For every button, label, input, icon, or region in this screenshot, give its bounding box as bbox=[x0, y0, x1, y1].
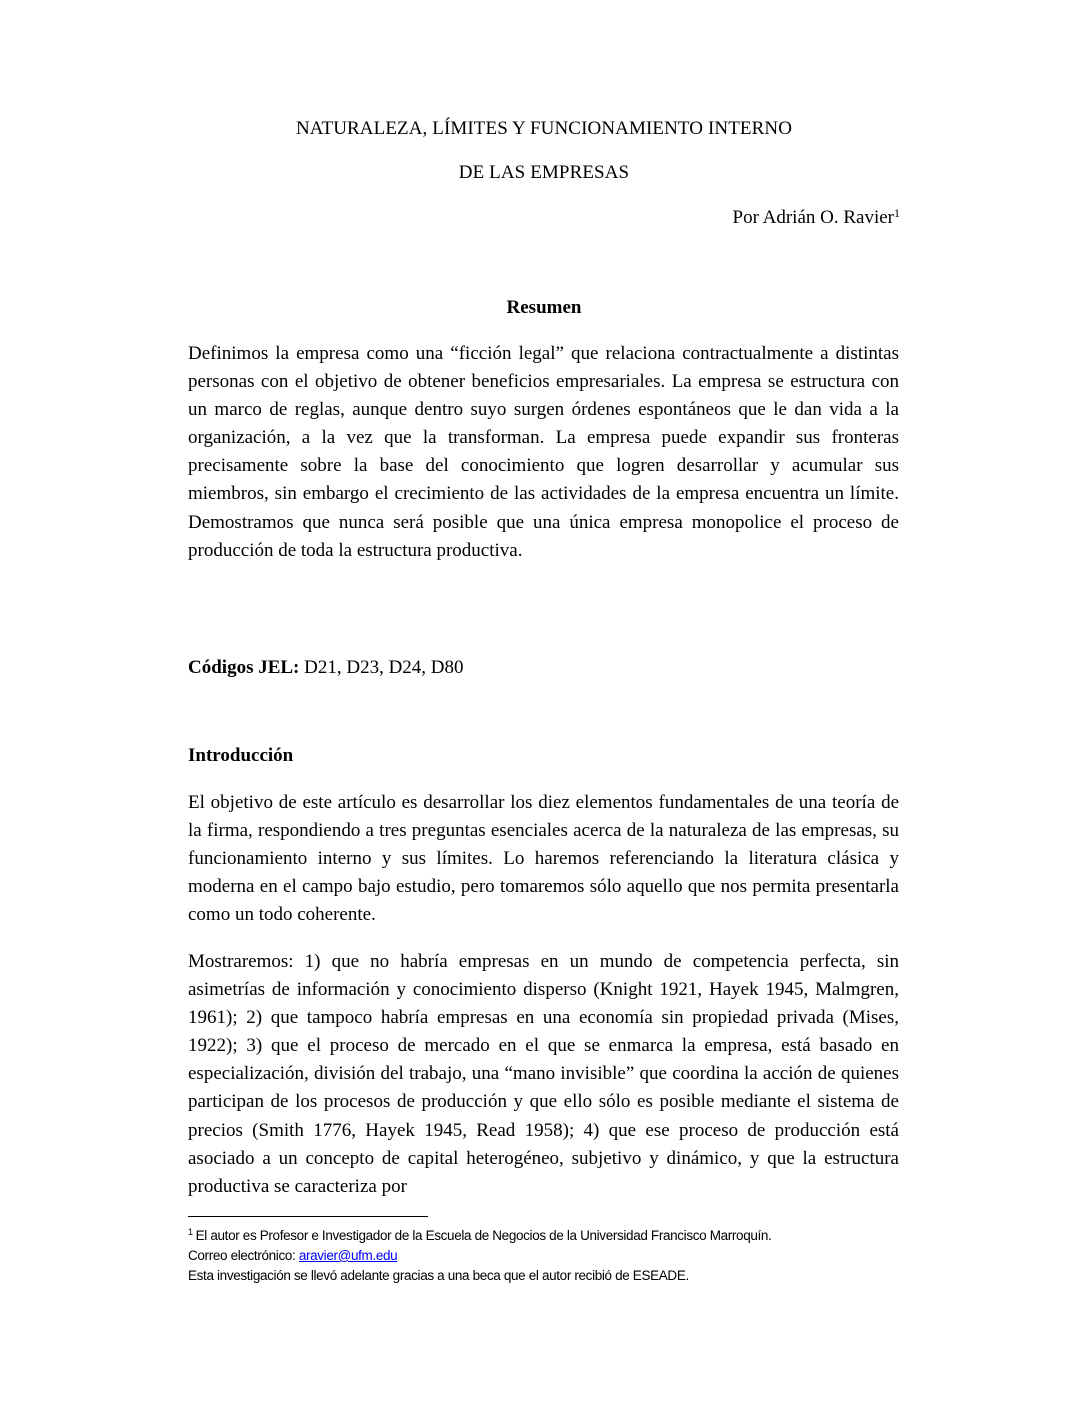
jel-codes bbox=[188, 657, 464, 679]
introduction-heading: Introducción bbox=[188, 745, 294, 766]
footnote-email-label: Correo electrónico: bbox=[188, 1248, 299, 1263]
footnote-affiliation bbox=[188, 1226, 908, 1246]
introduction-paragraph-1: El objetivo de este artículo es desarrollar los diez elementos fundamentales de una teoría de la firma, respondiendo a tres preguntas esenciales acerca de la naturaleza de las empresas, su funcionamiento interno y sus límites. Lo haremos referenciando la literatura clásica y moderna en el campo bajo estudio, pero tomaremos sólo aquello que nos permita presentarla como un todo coherente. bbox=[188, 792, 899, 926]
footnote-affiliation-text: El autor es Profesor e Investigador de la Escuela de Negocios de la Universidad Francisco Marroquín. bbox=[195, 1228, 772, 1243]
footnote-email-line bbox=[188, 1246, 908, 1266]
abstract-heading: Resumen bbox=[506, 297, 582, 318]
author-byline bbox=[733, 207, 900, 229]
footnote-separator bbox=[188, 1216, 428, 1217]
title-line-2: DE LAS EMPRESAS bbox=[458, 162, 630, 183]
abstract-text: Definimos la empresa como una “ficción legal” que relaciona contractualmente a distintas personas con el objetivo de obtener beneficios empresariales. La empresa se estructura con un marco de reglas, aunque dentro suyo surgen órdenes espontáneos que le dan vida a la organización, a la vez que la transforman. La empresa puede expandir sus fronteras precisamente sobre la base del conocimiento que logren desarrollar y acumular sus miembros, sin embargo el crecimiento de las actividades de la empresa encuentra un límite. Demostramos que nunca será posible que una única empresa monopolice el proceso de producción de toda la estructura productiva. bbox=[188, 343, 899, 561]
author-email-link[interactable]: aravier@ufm.edu bbox=[298, 1248, 398, 1263]
footnote-mark: 1 bbox=[188, 1227, 193, 1237]
footnote-funding: Esta investigación se llevó adelante gracias a una beca que el autor recibió de ESEADE. bbox=[188, 1268, 689, 1283]
author-footnote-mark[interactable]: 1 bbox=[894, 206, 900, 220]
jel-label: Códigos JEL: bbox=[188, 657, 300, 678]
jel-code-list: D21, D23, D24, D80 bbox=[299, 657, 464, 678]
author-name: Por Adrián O. Ravier bbox=[732, 207, 894, 228]
introduction-paragraph-2: Mostraremos: 1) que no habría empresas en un mundo de competencia perfecta, sin asimetrías de información y conocimiento disperso (Knight 1921, Hayek 1945, Malmgren, 1961); 2) que tampoco habría empresas en una economía sin propiedad privada (Mises, 1922); 3) que el proceso de mercado en el que se enmarca la empresa, está basado en especialización, división del trabajo, una “mano invisible” que coordina la acción de quienes participan de los procesos de producción y que ello sólo es posible mediante el sistema de precios (Smith 1776, Hayek 1945, Read 1958); 4) que ese proceso de producción está asociado a un concepto de capital heterogéneo, subjetivo y dinámico, y que la estructura productiva se caracteriza por bbox=[188, 951, 899, 1197]
title-line-1: NATURALEZA, LÍMITES Y FUNCIONAMIENTO INTERNO bbox=[295, 118, 793, 139]
